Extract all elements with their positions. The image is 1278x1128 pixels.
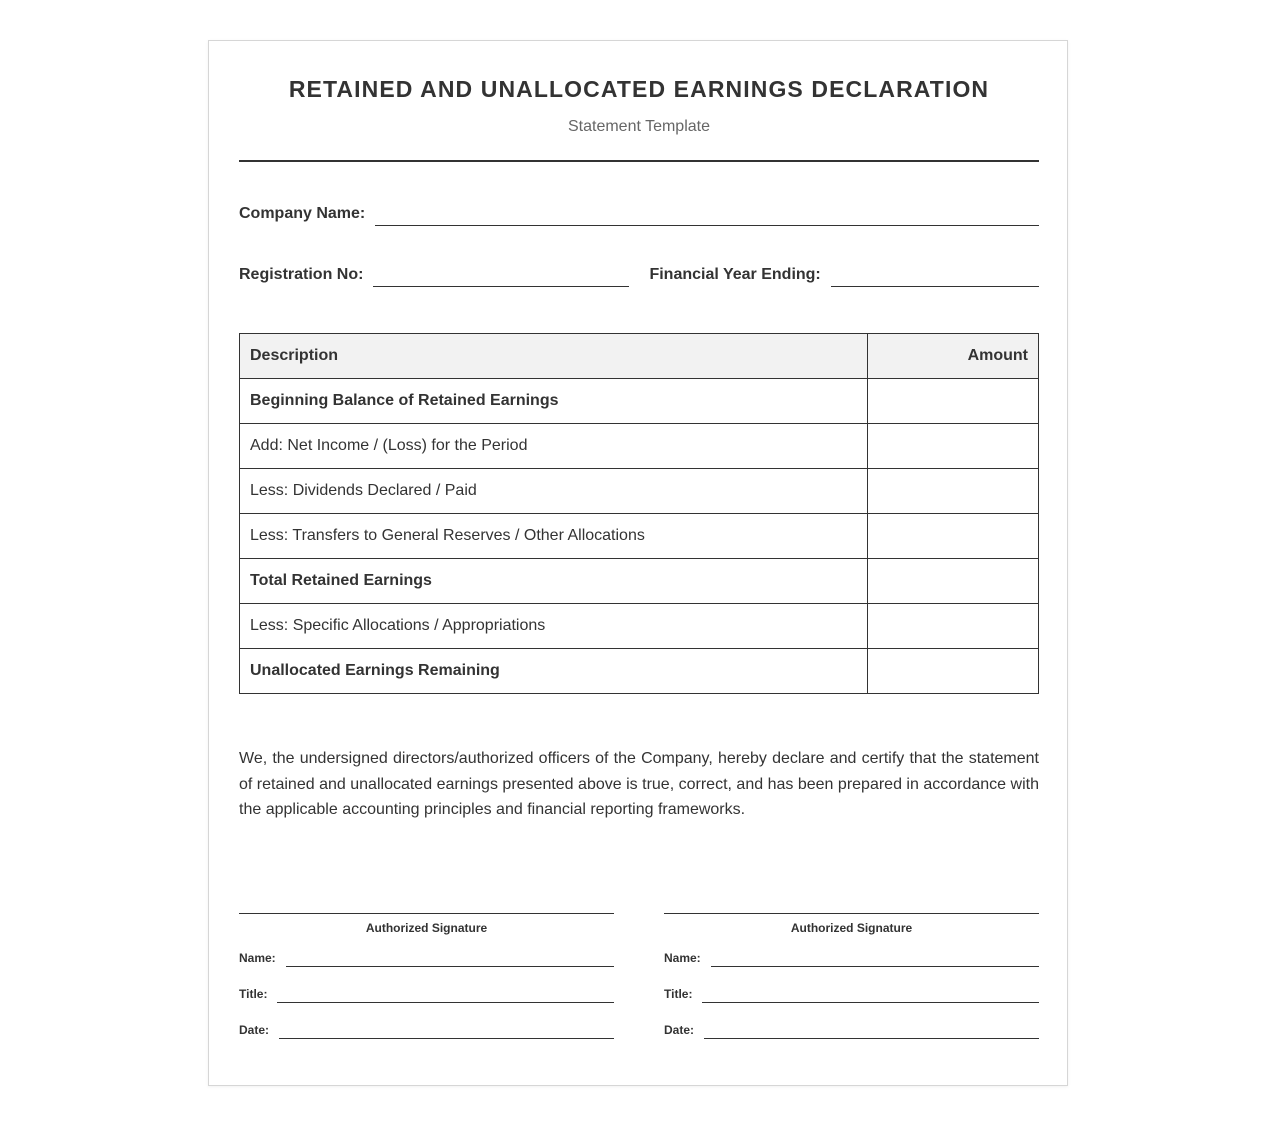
row-description: Beginning Balance of Retained Earnings [240,379,868,424]
signer-date-label: Date: [664,1023,695,1037]
document-subtitle: Statement Template [567,118,710,135]
signer-date-label: Date: [239,1023,270,1037]
signer-title-field[interactable] [277,986,614,1003]
table-row [240,424,1039,469]
signature-line[interactable] [664,913,1039,914]
amount-header: Amount [868,334,1039,379]
table-row [240,379,1039,424]
row-amount-cell[interactable] [868,604,1039,649]
signer-date-field[interactable] [279,1022,614,1039]
signer-name-label: Name: [664,951,701,965]
signature-caption: Authorized Signature [365,921,488,935]
registration-no-label: Registration No: [239,266,364,283]
signer-name-field[interactable] [711,950,1039,967]
financial-year-ending-field[interactable] [831,266,1039,287]
company-name-label: Company Name: [239,205,366,222]
document-title: RETAINED AND UNALLOCATED EARNINGS DECLARATION [288,76,990,102]
row-amount-cell[interactable] [868,559,1039,604]
row-amount-cell[interactable] [868,514,1039,559]
row-amount-cell[interactable] [868,424,1039,469]
signer-name-field[interactable] [286,950,614,967]
table-row [240,649,1039,694]
table-row [240,514,1039,559]
signer-date-field[interactable] [704,1022,1039,1039]
signer-name-row [664,950,1039,967]
registration-no-field[interactable] [373,266,629,287]
signer-name-row [239,950,614,967]
signature-block-2 [664,913,1039,1037]
table-row [240,604,1039,649]
table-header-row [240,334,1039,379]
signer-title-label: Title: [664,987,693,1001]
header-divider [239,160,1039,162]
table-row [240,469,1039,514]
row-description: Less: Dividends Declared / Paid [240,469,868,514]
signer-title-row [239,986,614,1003]
signer-title-row [664,986,1039,1003]
financial-year-ending-label: Financial Year Ending: [649,266,821,283]
row-description: Add: Net Income / (Loss) for the Period [240,424,868,469]
row-amount-cell[interactable] [868,649,1039,694]
row-amount-cell[interactable] [868,469,1039,514]
document-page [208,40,1068,1086]
registration-row [239,266,1039,287]
signer-date-row [239,1022,614,1039]
declaration-text: We, the undersigned directors/authorized officers of the Company, hereby declare and certify that the statement of retained and unallocated earnings presented above is true, correct, and has been prepared in accordance with the applicable accounting principles and financial reporting frameworks. [239,750,1039,818]
company-name-field[interactable] [375,205,1039,226]
description-header: Description [240,334,868,379]
signature-caption: Authorized Signature [790,921,913,935]
signer-title-label: Title: [239,987,268,1001]
row-amount-cell[interactable] [868,379,1039,424]
signature-block-1 [239,913,614,1037]
row-description: Unallocated Earnings Remaining [240,649,868,694]
row-description: Total Retained Earnings [240,559,868,604]
table-row [240,559,1039,604]
signature-line[interactable] [239,913,614,914]
earnings-table [239,333,1039,694]
signer-date-row [664,1022,1039,1039]
company-name-row [239,205,1039,226]
row-description: Less: Specific Allocations / Appropriations [240,604,868,649]
row-description: Less: Transfers to General Reserves / Other Allocations [240,514,868,559]
signer-name-label: Name: [239,951,276,965]
signer-title-field[interactable] [702,986,1039,1003]
